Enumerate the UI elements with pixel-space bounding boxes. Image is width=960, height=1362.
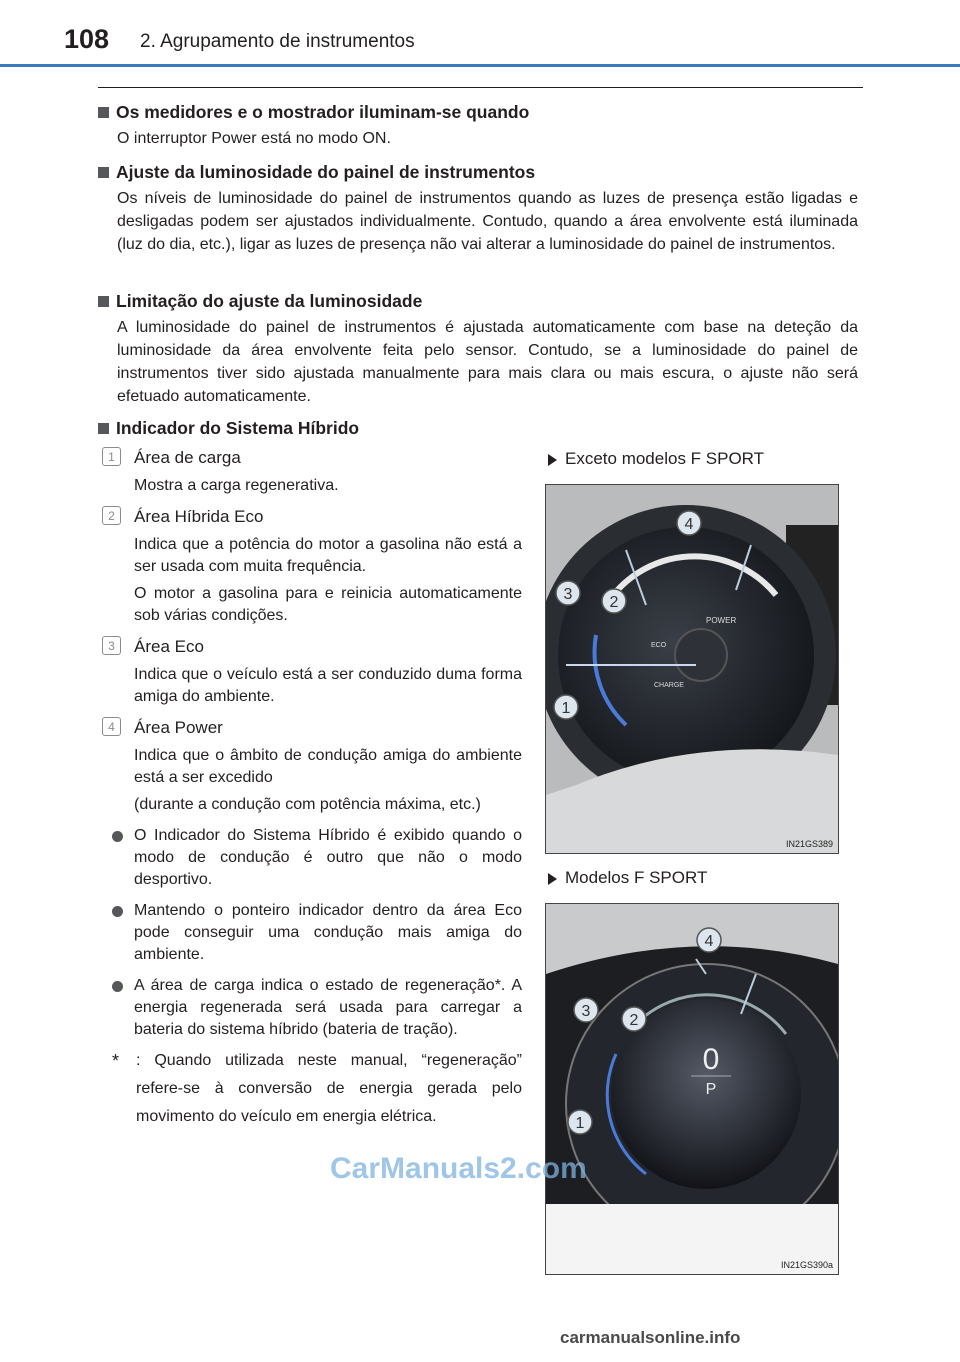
asterisk-mark: * — [112, 1051, 120, 1071]
callout-2: 2 — [629, 1012, 639, 1029]
gauge-label: POWER — [706, 616, 737, 625]
item-title: Área Eco — [134, 637, 204, 656]
item-power-area — [98, 716, 522, 816]
callout-2: 2 — [609, 594, 619, 611]
item-title: Área Power — [134, 718, 223, 737]
page-number: 108 — [64, 24, 110, 54]
speed-value: 0 — [702, 1043, 720, 1076]
section-brightness-adjust — [98, 160, 858, 256]
figure-caption-fsport: Modelos F SPORT — [548, 868, 707, 888]
bullet-item: A área de carga indica o estado de regeneração*. A energia regenerada será usada para carregar a bateria do sistema híbrido (bateria de tração). — [98, 975, 522, 1041]
figure-standard-cluster — [545, 484, 839, 854]
cluster-illustration-fsport — [546, 904, 838, 1274]
chapter-title: 2. Agrupamento de instrumentos — [140, 31, 415, 52]
section-heading: Os medidores e o mostrador iluminam-se quando — [98, 100, 858, 124]
figure-code: IN21GS390a — [780, 1260, 833, 1270]
header-rule — [0, 64, 960, 67]
triangle-bullet-icon — [548, 454, 557, 466]
circle-bullet-icon — [112, 981, 123, 992]
section-brightness-limit — [98, 289, 858, 408]
bullet-item: Mantendo o ponteiro indicador dentro da área Eco pode conseguir uma condução mais amiga do ambiente. — [98, 900, 522, 966]
cluster-illustration-standard — [546, 485, 838, 853]
callout-4: 4 — [704, 933, 714, 950]
item-eco-area — [98, 635, 522, 708]
triangle-bullet-icon — [548, 873, 557, 885]
section-text: A luminosidade do painel de instrumentos é ajustada automaticamente com base na deteção da luminosidade da área envolvente feita pelo sensor. Contudo, se a luminosidade do painel de instrumentos tiver sido ajustada manualmente para mais clara ou mais escura, o ajuste não será efetuado automaticamente. — [117, 319, 858, 405]
callout-number: 1 — [102, 447, 121, 466]
circle-bullet-icon — [112, 831, 123, 842]
callout-3: 3 — [563, 586, 573, 603]
footer-site: carmanualsonline.info — [560, 1328, 741, 1347]
section-text: Os níveis de luminosidade do painel de instrumentos quando as luzes de presença estão ligadas e desligadas podem ser ajustados individualmente. Contudo, quando a área envolvente está iluminada (luz do dia, etc.), ligar as luzes de presença não vai alterar a luminosidade do painel de instrumentos. — [117, 190, 858, 253]
figure-fsport-cluster — [545, 903, 839, 1275]
section-heading: Indicador do Sistema Híbrido — [98, 416, 858, 440]
watermark: CarManuals2.com — [330, 1152, 587, 1185]
callout-1: 1 — [575, 1115, 585, 1132]
square-bullet-icon — [98, 107, 109, 118]
square-bullet-icon — [98, 296, 109, 307]
section-hybrid-indicator — [98, 416, 858, 440]
item-hybrid-eco-area — [98, 505, 522, 627]
figure-caption-standard: Exceto modelos F SPORT — [548, 449, 764, 469]
footnote: * : Quando utilizada neste manual, “regeneração” refere-se à conversão de energia gerada pelo movimento do veículo em energia elétrica. — [98, 1047, 522, 1131]
square-bullet-icon — [98, 167, 109, 178]
figure-code: IN21GS389 — [785, 839, 833, 849]
section-heading: Limitação do ajuste da luminosidade — [98, 289, 858, 313]
item-title: Área Híbrida Eco — [134, 507, 264, 526]
callout-number: 2 — [102, 506, 121, 525]
item-desc: Indica que o âmbito de condução amiga do ambiente está a ser excedido — [134, 747, 522, 786]
section-illumination — [98, 100, 858, 150]
item-desc: Indica que a potência do motor a gasolina não está a ser usada com muita frequência. — [134, 536, 522, 575]
item-desc: Mostra a carga regenerativa. — [134, 477, 339, 494]
indicator-descriptions — [98, 446, 522, 1131]
bullet-item: O Indicador do Sistema Híbrido é exibido quando o modo de condução é outro que não o modo desportivo. — [98, 825, 522, 891]
callout-1: 1 — [561, 700, 571, 717]
section-text: O interruptor Power está no modo ON. — [117, 130, 391, 147]
item-desc: O motor a gasolina para e reinicia automaticamente sob várias condições. — [134, 585, 522, 624]
item-desc: Indica que o veículo está a ser conduzido duma forma amiga do ambiente. — [134, 666, 522, 705]
callout-3: 3 — [581, 1003, 591, 1020]
callout-number: 4 — [102, 717, 121, 736]
gear-indicator: P — [705, 1081, 717, 1098]
square-bullet-icon — [98, 423, 109, 434]
callout-number: 3 — [102, 636, 121, 655]
section-heading: Ajuste da luminosidade do painel de instrumentos — [98, 160, 858, 184]
gauge-label: CHARGE — [654, 682, 684, 689]
callout-4: 4 — [684, 516, 694, 533]
gauge-label: ECO — [651, 642, 667, 649]
circle-bullet-icon — [112, 906, 123, 917]
item-charge-area — [98, 446, 522, 497]
section-rule — [98, 87, 863, 88]
item-desc: (durante a condução com potência máxima, etc.) — [134, 796, 481, 813]
item-title: Área de carga — [134, 448, 241, 467]
